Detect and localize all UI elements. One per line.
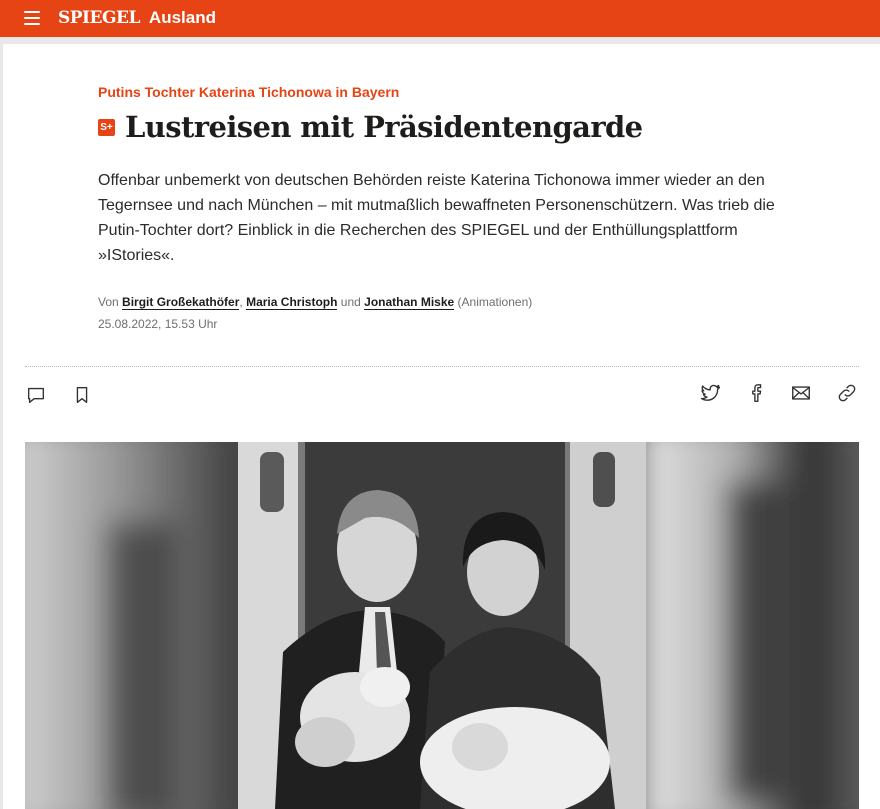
top-navigation-bar xyxy=(0,0,880,37)
article-lead: Offenbar unbemerkt von deutschen Behörden reiste Katerina Tichonowa immer wieder an den Tegernsee und nach München – mit mutmaßlich bewaffneten Personenschützern. Was trieb die Putin-Tochter dort? Einblick in die Recherchen des SPIEGEL und der Enthüllungsplattform »IStories«. xyxy=(98,172,775,264)
site-logo[interactable] xyxy=(58,7,216,28)
byline-prefix: Von xyxy=(98,295,119,309)
article-kicker: Putins Tochter Katerina Tichonowa in Bayern xyxy=(98,84,400,100)
author-link[interactable]: Jonathan Miske xyxy=(364,295,455,309)
byline-conjunction: und xyxy=(340,295,361,309)
byline-suffix: (Animationen) xyxy=(457,295,533,309)
email-icon[interactable] xyxy=(788,380,814,406)
bookmark-icon[interactable] xyxy=(69,382,95,408)
lead-photo xyxy=(25,442,859,809)
divider xyxy=(25,366,859,367)
byline xyxy=(98,295,532,309)
hamburger-menu-icon[interactable] xyxy=(24,11,40,25)
article-headline xyxy=(98,110,643,144)
article-title: Lustreisen mit Präsidentengarde xyxy=(125,110,643,144)
author-link[interactable]: Birgit Großekathöfer xyxy=(122,295,240,309)
twitter-icon[interactable] xyxy=(697,380,723,406)
article-card xyxy=(3,44,880,809)
author-link[interactable]: Maria Christoph xyxy=(246,295,338,309)
publish-date: 25.08.2022, 15.53 Uhr xyxy=(98,317,218,331)
section-name[interactable]: Ausland xyxy=(148,8,216,27)
spiegel-plus-badge: S+ xyxy=(98,119,115,136)
photo-illustration xyxy=(25,442,859,809)
byline-separator: , xyxy=(239,295,243,309)
comment-icon[interactable] xyxy=(23,382,49,408)
brand-name: SPIEGEL xyxy=(58,8,140,28)
facebook-icon[interactable] xyxy=(743,380,769,406)
link-icon[interactable] xyxy=(834,380,860,406)
